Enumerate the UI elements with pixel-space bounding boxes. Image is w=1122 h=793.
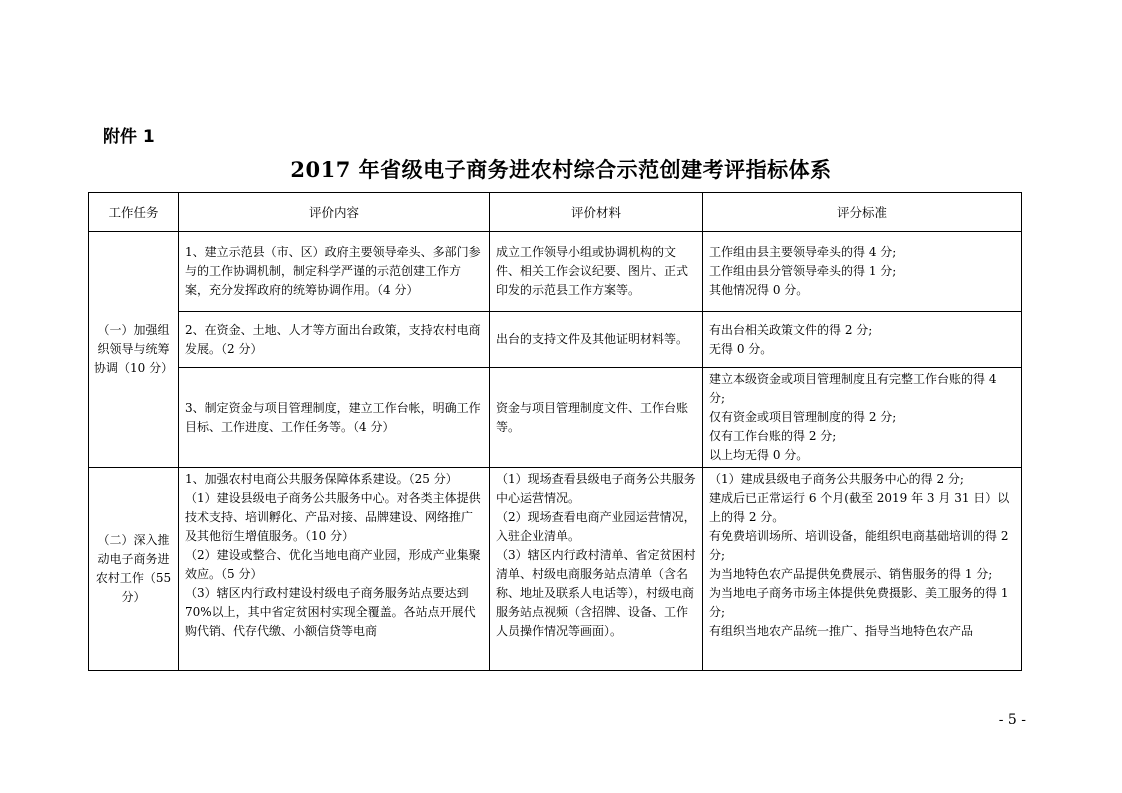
standard-cell xyxy=(703,312,1022,368)
attachment-label: 附件 1 xyxy=(103,127,155,147)
content-line: （3）辖区内行政村建设村级电子商务服务站点要达到 70%以上，其中省定贫困村实现全覆盖。各站点开展代购代销、代存代缴、小额信贷等电商 xyxy=(185,586,476,638)
standard-line: 仅有资金或项目管理制度的得 2 分; xyxy=(709,410,897,424)
standard-line: 为当地特色农产品提供免费展示、销售服务的得 1 分; xyxy=(709,567,993,581)
content-line: （2）建设或整合、优化当地电商产业园，形成产业集聚效应。（5 分） xyxy=(185,548,481,581)
standard-line: 有出台相关政策文件的得 2 分; xyxy=(709,322,873,337)
material-cell: 资金与项目管理制度文件、工作台账等。 xyxy=(490,368,703,468)
material-cell xyxy=(490,468,703,671)
content-line: 1、加强农村电商公共服务保障体系建设。（25 分） xyxy=(185,472,458,486)
material-cell: 成立工作领导小组或协调机构的文件、相关工作会议纪要、图片、正式印发的示范县工作方案等。 xyxy=(490,232,703,312)
standard-line: 以上均无得 0 分。 xyxy=(709,448,809,462)
table-row xyxy=(89,468,1022,671)
page-number: - 5 - xyxy=(998,712,1026,728)
table-row xyxy=(89,368,1022,468)
header-task: 工作任务 xyxy=(89,193,179,232)
standard-line: 工作组由县分管领导牵头的得 1 分; xyxy=(709,264,897,278)
standard-line: 仅有工作台账的得 2 分; xyxy=(709,429,837,443)
header-content: 评价内容 xyxy=(179,193,490,232)
task-cell-2: （二）深入推动电子商务进农村工作（55 分） xyxy=(89,468,179,671)
standard-line: 无得 0 分。 xyxy=(709,341,773,356)
material-line: （1）现场查看县级电子商务公共服务中心运营情况。 xyxy=(496,472,696,505)
standard-line: 其他情况得 0 分。 xyxy=(709,283,809,297)
content-line: （1）建设县级电子商务公共服务中心。对各类主体提供技术支持、培训孵化、产品对接、品牌建设、网络推广及其他衍生增值服务。（10 分） xyxy=(185,491,481,543)
content-cell: 1、建立示范县（市、区）政府主要领导牵头、多部门参与的工作协调机制，制定科学严谨的示范创建工作方案，充分发挥政府的统筹协调作用。（4 分） xyxy=(179,232,490,312)
standard-line: 为当地电子商务市场主体提供免费摄影、美工服务的得 1 分; xyxy=(709,586,1009,619)
task-cell-1: （一）加强组织领导与统筹协调（10 分） xyxy=(89,232,179,468)
table-row xyxy=(89,232,1022,312)
standard-line: 建立本级资金或项目管理制度且有完整工作台账的得 4 分; xyxy=(709,372,997,405)
table-header-row xyxy=(89,193,1022,232)
content-cell: 2、在资金、土地、人才等方面出台政策，支持农村电商发展。（2 分） xyxy=(179,312,490,368)
material-cell: 出台的支持文件及其他证明材料等。 xyxy=(490,312,703,368)
standard-line: 工作组由县主要领导牵头的得 4 分; xyxy=(709,245,897,259)
content-cell: 3、制定资金与项目管理制度，建立工作台帐，明确工作目标、工作进度、工作任务等。（4 分） xyxy=(179,368,490,468)
material-line: （2）现场查看电商产业园运营情况，入驻企业清单。 xyxy=(496,510,696,543)
page-title: 2017 年省级电子商务进农村综合示范创建考评指标体系 xyxy=(290,157,832,182)
standard-line: 有免费培训场所、培训设备，能组织电商基础培训的得 2 分; xyxy=(709,529,1009,562)
header-material: 评价材料 xyxy=(490,193,703,232)
standard-line: （1）建成县级电子商务公共服务中心的得 2 分; xyxy=(709,472,964,486)
material-line: （3）辖区内行政村清单、省定贫困村清单、村级电商服务站点清单（含名称、地址及联系人电话等），村级电商服务站点视频（含招牌、设备、工作人员操作情况等画面）。 xyxy=(496,548,696,638)
standard-cell xyxy=(703,368,1022,468)
standard-cell xyxy=(703,468,1022,671)
content-cell xyxy=(179,468,490,671)
table-row xyxy=(89,312,1022,368)
standard-line: 建成后已正常运行 6 个月(截至 2019 年 3 月 31 日）以上的得 2 分。 xyxy=(709,491,1010,524)
evaluation-table xyxy=(88,192,1022,671)
header-standard: 评分标准 xyxy=(703,193,1022,232)
standard-cell xyxy=(703,232,1022,312)
standard-line: 有组织当地农产品统一推广、指导当地特色农产品 xyxy=(709,624,974,638)
